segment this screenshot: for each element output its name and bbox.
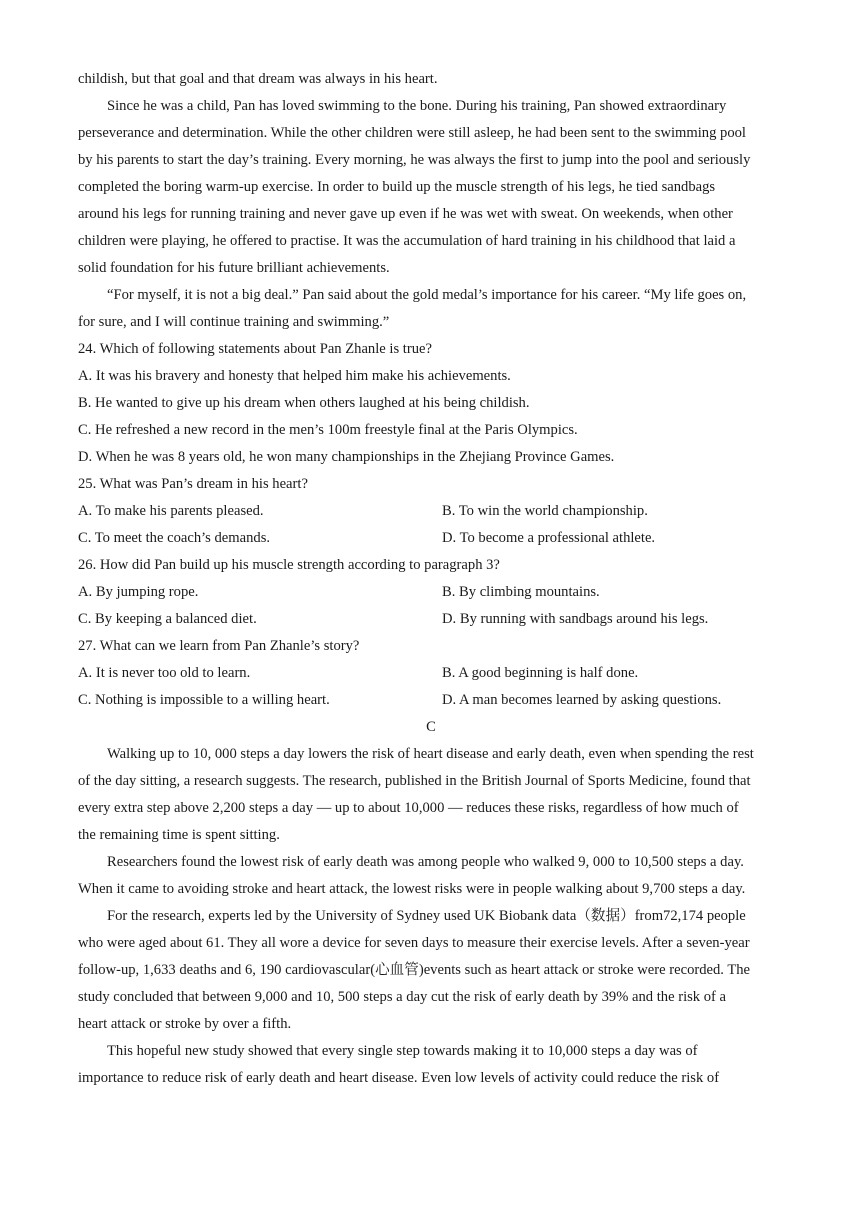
options-row: [78, 498, 784, 525]
text-line: For the research, experts led by the University of Sydney used UK Biobank data（数据）from72,174 people: [107, 908, 746, 924]
text-line: Walking up to 10, 000 steps a day lowers the risk of heart disease and early death, even when spending the rest: [107, 746, 754, 762]
paragraph-training: [78, 93, 784, 282]
text-line: who were aged about 61. They all wore a device for seven days to measure their exercise levels. After a seven-year: [78, 935, 750, 951]
text-line: When it came to avoiding stroke and heart attack, the lowest risks were in people walking about 9,700 steps a day.: [78, 881, 746, 897]
paragraph-conclusion: [78, 1038, 784, 1092]
paragraph-quote: [78, 282, 784, 336]
question-stem: 27. What can we learn from Pan Zhanle’s story?: [78, 638, 360, 654]
question-25: [78, 471, 784, 552]
text-line: perseverance and determination. While the other children were still asleep, he had been sent to the swimming pool: [78, 125, 746, 141]
text-line: “For myself, it is not a big deal.” Pan said about the gold medal’s importance for his career. “My life goes on,: [107, 287, 747, 303]
option-b: B. A good beginning is half done.: [442, 665, 639, 681]
option-a: A. It was his bravery and honesty that helped him make his achievements.: [78, 368, 511, 384]
text-line: of the day sitting, a research suggests. The research, published in the British Journal of Sports Medicine, found that: [78, 773, 751, 789]
option-c: C. To meet the coach’s demands.: [78, 530, 271, 546]
options-row: [78, 525, 784, 552]
option-a: A. By jumping rope.: [78, 584, 199, 600]
option-d: D. By running with sandbags around his legs.: [442, 611, 709, 627]
text-line: Since he was a child, Pan has loved swimming to the bone. During his training, Pan showed extraordinary: [107, 98, 727, 114]
text-line: completed the boring warm-up exercise. In order to build up the muscle strength of his legs, he tied sandbags: [78, 179, 716, 195]
option-c: C. By keeping a balanced diet.: [78, 611, 257, 627]
text-line: importance to reduce risk of early death and heart disease. Even low levels of activity could reduce the risk of: [78, 1070, 720, 1086]
passage-c: [78, 714, 784, 1092]
options-row: [78, 660, 784, 687]
section-heading: C: [426, 719, 436, 735]
paragraph-steps: [78, 741, 784, 849]
text-line: for sure, and I will continue training and swimming.”: [78, 314, 390, 330]
text-line: Researchers found the lowest risk of early death was among people who walked 9, 000 to 10,500 steps a day.: [107, 854, 744, 870]
text-line: the remaining time is spent sitting.: [78, 827, 280, 843]
text-line: by his parents to start the day’s training. Every morning, he was always the first to jump into the pool and seriously: [78, 152, 751, 168]
text-line: around his legs for running training and never gave up even if he was wet with sweat. On weekends, when other: [78, 206, 733, 222]
question-stem: 25. What was Pan’s dream in his heart?: [78, 476, 308, 492]
text-line: every extra step above 2,200 steps a day — up to about 10,000 — reduces these risks, regardless of how much of: [78, 800, 739, 816]
option-d: D. A man becomes learned by asking questions.: [442, 692, 722, 708]
text-line: follow-up, 1,633 deaths and 6, 190 cardiovascular(心血管)events such as heart attack or stroke were recorded. The: [78, 962, 751, 978]
question-stem: 26. How did Pan build up his muscle strength according to paragraph 3?: [78, 557, 500, 573]
option-b: B. He wanted to give up his dream when others laughed at his being childish.: [78, 395, 530, 411]
question-27: [78, 633, 784, 714]
text-line: childish, but that goal and that dream was always in his heart.: [78, 71, 438, 87]
question-stem: 24. Which of following statements about Pan Zhanle is true?: [78, 341, 432, 357]
paragraph-findings: [78, 849, 784, 903]
options-row: [78, 579, 784, 606]
question-24: [78, 336, 784, 471]
paragraph-research: [78, 903, 784, 1038]
option-b: B. By climbing mountains.: [442, 584, 600, 600]
text-line: children were playing, he offered to practise. It was the accumulation of hard training in his childhood that laid a: [78, 233, 736, 249]
text-line: heart attack or stroke by over a fifth.: [78, 1016, 292, 1032]
question-26: [78, 552, 784, 633]
options-row: [78, 687, 784, 714]
option-c: C. Nothing is impossible to a willing heart.: [78, 692, 330, 708]
option-d: D. When he was 8 years old, he won many championships in the Zhejiang Province Games.: [78, 449, 615, 465]
option-d: D. To become a professional athlete.: [442, 530, 656, 546]
text-line: solid foundation for his future brilliant achievements.: [78, 260, 390, 276]
passage-b-continuation: [78, 66, 784, 336]
option-a: A. To make his parents pleased.: [78, 503, 264, 519]
option-b: B. To win the world championship.: [442, 503, 648, 519]
text-line: This hopeful new study showed that every single step towards making it to 10,000 steps a day was of: [107, 1043, 698, 1059]
document-page: [78, 66, 784, 1092]
option-a: A. It is never too old to learn.: [78, 665, 251, 681]
option-c: C. He refreshed a new record in the men’s 100m freestyle final at the Paris Olympics.: [78, 422, 578, 438]
text-line: study concluded that between 9,000 and 10, 500 steps a day cut the risk of early death by 39% and the risk of a: [78, 989, 727, 1005]
options-row: [78, 606, 784, 633]
